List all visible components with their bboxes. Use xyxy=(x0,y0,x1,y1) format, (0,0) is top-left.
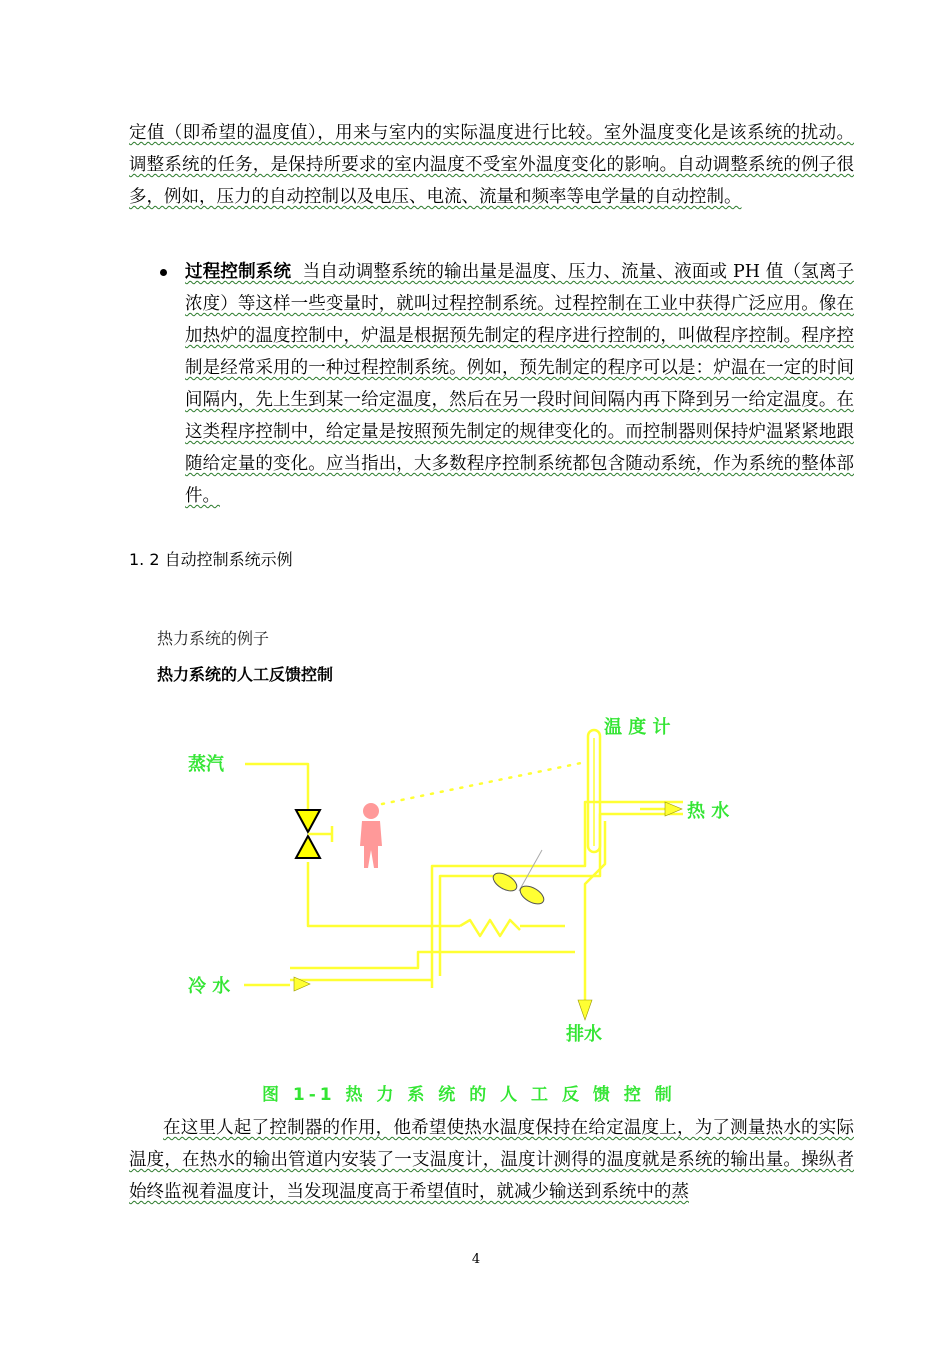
steam-pipe xyxy=(245,764,308,810)
bullet-dot xyxy=(160,269,167,276)
thermal-system-diagram xyxy=(0,700,952,1080)
drain-arrow-icon xyxy=(578,1000,592,1020)
label-steam: 蒸汽 xyxy=(188,754,224,775)
operator-person-icon xyxy=(360,803,382,868)
subheading-example: 热力系统的例子 xyxy=(157,629,270,648)
bullet-text xyxy=(185,256,854,512)
tank-outer-wall xyxy=(432,802,683,988)
label-thermometer: 温 度 计 xyxy=(604,717,671,738)
explanation-paragraph: 在这里人起了控制器的作用，他希望使热水温度保持在给定温度上，为了测量热水的实际温度，在热水的输出管道内安装了一支温度计，温度计测得的温度就是系统的输出量。操纵者始终监视着温度计，当发现温度高于希望值时，就减少输送到系统中的蒸 xyxy=(129,1118,854,1202)
heating-coil xyxy=(460,920,520,936)
steam-line-to-coil xyxy=(308,862,460,926)
label-cold-water: 冷 水 xyxy=(188,976,231,997)
bullet-term: 过程控制系统 xyxy=(185,262,292,282)
label-hot-water: 热 水 xyxy=(687,801,730,822)
bullet-description: 当自动调整系统的输出量是温度、压力、流量、液面或 PH 值（氢离子浓度）等这样一些变量时，就叫过程控制系统。过程控制在工业中获得广泛应用。像在加热炉的温度控制中，炉温是根据预先制定的程序进行控制的，叫做程序控制。程序控制是经常采用的一种过程控制系统。例如，预先制定的程序可以是：炉温在一定的时间间隔内，先上生到某一给定温度，然后在另一段时间间隔内再下降到另一给定温度。在这类程序控制中，给定量是按照预先制定的规律变化的。而控制器则保持炉温紧紧地跟随给定量的变化。应当指出，大多数程序控制系统都包含随动系统，作为系统的整体部件。 xyxy=(185,262,854,506)
subheading-manual-feedback: 热力系统的人工反馈控制 xyxy=(157,665,334,684)
valve-icon xyxy=(296,810,332,858)
label-drain: 排水 xyxy=(566,1024,602,1045)
pipes xyxy=(244,764,683,1000)
section-heading: 1. 2 自动控制系统示例 xyxy=(129,550,293,569)
stirrer-icon xyxy=(490,850,547,908)
intro-paragraph: 定值（即希望的温度值），用来与室内的实际温度进行比较。室外温度变化是该系统的扰动。调整系统的任务，是保持所要求的室内温度不受室外温度变化的影响。自动调整系统的例子很多，例如，压力的自动控制以及电压、电流、流量和频率等电学量的自动控制。 xyxy=(129,123,854,207)
figure-caption: 图 1-1 热 力 系 统 的 人 工 反 馈 控 制 xyxy=(262,1085,676,1105)
observation-line xyxy=(382,762,586,804)
page-number: 4 xyxy=(471,1252,481,1267)
